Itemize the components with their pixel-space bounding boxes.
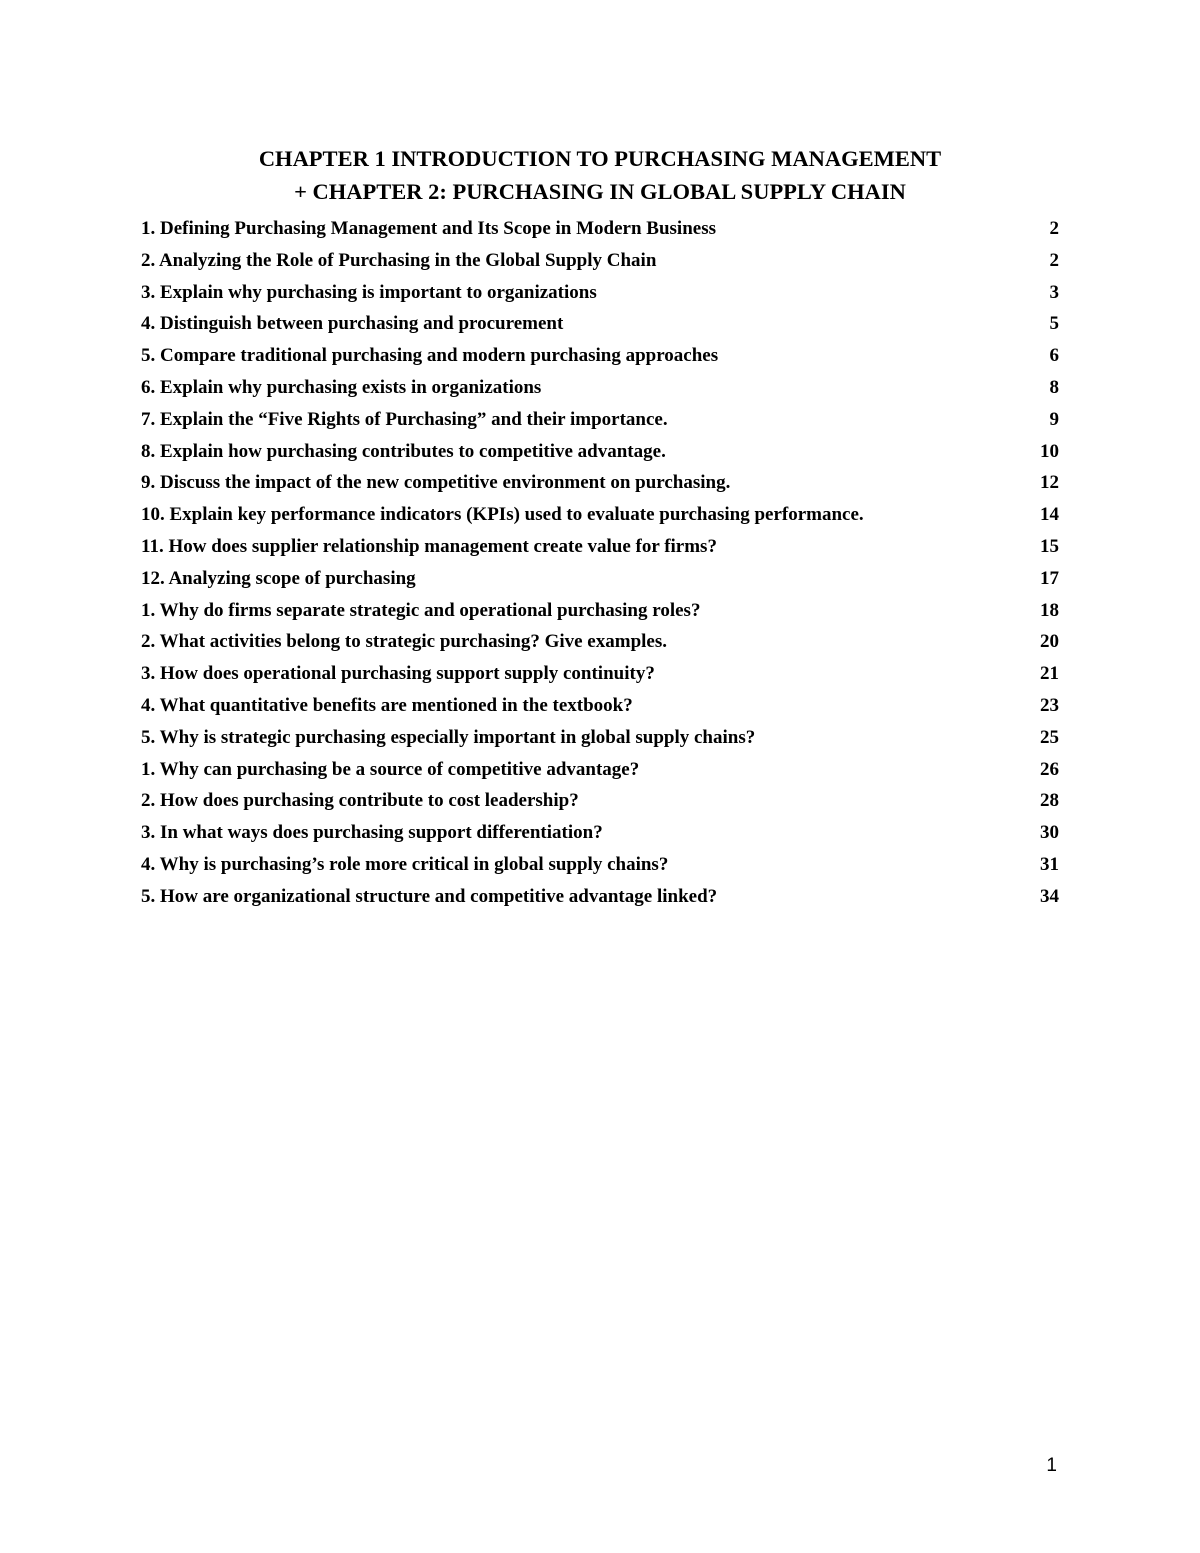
toc-entry[interactable] xyxy=(141,499,1059,531)
title-line-1: CHAPTER 1 INTRODUCTION TO PURCHASING MANAGEMENT xyxy=(258,146,942,171)
toc-entry-page-number: 25 xyxy=(1040,726,1059,748)
toc-entry[interactable] xyxy=(141,467,1059,499)
toc-entry-page-number: 8 xyxy=(1049,376,1059,398)
toc-entry[interactable] xyxy=(141,881,1059,913)
toc-entry-title: 4. Why is purchasing’s role more critical in global supply chains? xyxy=(141,853,669,875)
title-line-2: + CHAPTER 2: PURCHASING IN GLOBAL SUPPLY CHAIN xyxy=(294,179,906,204)
toc-entry[interactable] xyxy=(141,372,1059,404)
toc-entry-page-number: 6 xyxy=(1049,345,1059,367)
toc-entry[interactable] xyxy=(141,817,1059,849)
toc-entry-title: 10. Explain key performance indicators (KPIs) used to evaluate purchasing performance. xyxy=(141,504,864,526)
toc-entry-page-number: 23 xyxy=(1040,694,1059,716)
toc-entry[interactable] xyxy=(141,563,1059,595)
toc-entry-page-number: 28 xyxy=(1040,790,1059,812)
toc-entry-title: 4. What quantitative benefits are mentioned in the textbook? xyxy=(141,694,633,716)
toc-entry-page-number: 12 xyxy=(1040,472,1059,494)
toc-entry-page-number: 18 xyxy=(1040,599,1059,621)
toc-entry-title: 3. Explain why purchasing is important to organizations xyxy=(141,281,597,303)
page-number: 1 xyxy=(1046,1455,1057,1476)
toc-entry[interactable] xyxy=(141,785,1059,817)
toc-entry-page-number: 3 xyxy=(1049,281,1059,303)
toc-entry-title: 2. What activities belong to strategic purchasing? Give examples. xyxy=(141,631,667,653)
toc-entry-title: 6. Explain why purchasing exists in organizations xyxy=(141,376,542,398)
toc-entry-page-number: 17 xyxy=(1040,567,1059,589)
page-title xyxy=(0,142,1200,208)
toc-entry-title: 1. Why can purchasing be a source of competitive advantage? xyxy=(141,758,640,780)
toc-entry-page-number: 2 xyxy=(1049,218,1059,239)
toc-entry[interactable] xyxy=(141,436,1059,468)
toc-entry-page-number: 31 xyxy=(1040,853,1059,875)
toc-entry-title: 3. How does operational purchasing support supply continuity? xyxy=(141,663,655,685)
toc-entry-page-number: 2 xyxy=(1049,249,1059,271)
toc-entry-title: 9. Discuss the impact of the new competitive environment on purchasing. xyxy=(141,472,731,494)
toc-entry[interactable] xyxy=(141,213,1059,245)
toc-entry-title: 3. In what ways does purchasing support differentiation? xyxy=(141,822,603,844)
toc-entry-page-number: 34 xyxy=(1040,885,1059,907)
toc-entry[interactable] xyxy=(141,531,1059,563)
toc-entry-title: 5. Why is strategic purchasing especially important in global supply chains? xyxy=(141,726,756,748)
toc-entry-title: 5. How are organizational structure and competitive advantage linked? xyxy=(141,885,718,907)
toc-entry-page-number: 30 xyxy=(1040,822,1059,844)
toc-entry-title: 2. Analyzing the Role of Purchasing in the Global Supply Chain xyxy=(141,249,657,271)
toc-entry[interactable] xyxy=(141,340,1059,372)
toc-entry-title: 1. Why do firms separate strategic and operational purchasing roles? xyxy=(141,599,701,621)
toc-entry[interactable] xyxy=(141,595,1059,627)
toc-entry[interactable] xyxy=(141,277,1059,309)
toc-entry-title: 5. Compare traditional purchasing and modern purchasing approaches xyxy=(141,345,719,367)
toc-entry-page-number: 5 xyxy=(1049,313,1059,335)
toc-entry-title: 1. Defining Purchasing Management and Its Scope in Modern Business xyxy=(141,218,716,239)
toc-entry-title: 7. Explain the “Five Rights of Purchasing” and their importance. xyxy=(141,408,668,430)
toc-entry-page-number: 14 xyxy=(1040,504,1059,526)
toc-entry-page-number: 21 xyxy=(1040,663,1059,685)
toc-entry[interactable] xyxy=(141,658,1059,690)
toc-entry-page-number: 9 xyxy=(1049,408,1059,430)
toc-entry[interactable] xyxy=(141,626,1059,658)
toc-entry[interactable] xyxy=(141,722,1059,754)
toc-entry-page-number: 15 xyxy=(1040,535,1059,557)
toc-entry[interactable] xyxy=(141,754,1059,786)
toc-entry-title: 8. Explain how purchasing contributes to competitive advantage. xyxy=(141,440,666,462)
toc-entry-page-number: 20 xyxy=(1040,631,1059,653)
table-of-contents xyxy=(141,213,1059,913)
toc-entry-title: 12. Analyzing scope of purchasing xyxy=(141,567,416,589)
toc-entry-title: 2. How does purchasing contribute to cost leadership? xyxy=(141,790,579,812)
toc-entry[interactable] xyxy=(141,690,1059,722)
toc-entry[interactable] xyxy=(141,245,1059,277)
toc-entry[interactable] xyxy=(141,849,1059,881)
toc-entry-page-number: 26 xyxy=(1040,758,1059,780)
toc-entry-title: 4. Distinguish between purchasing and procurement xyxy=(141,313,564,335)
toc-entry[interactable] xyxy=(141,308,1059,340)
toc-entry[interactable] xyxy=(141,404,1059,436)
toc-entry-title: 11. How does supplier relationship management create value for firms? xyxy=(141,535,717,557)
toc-entry-page-number: 10 xyxy=(1040,440,1059,462)
